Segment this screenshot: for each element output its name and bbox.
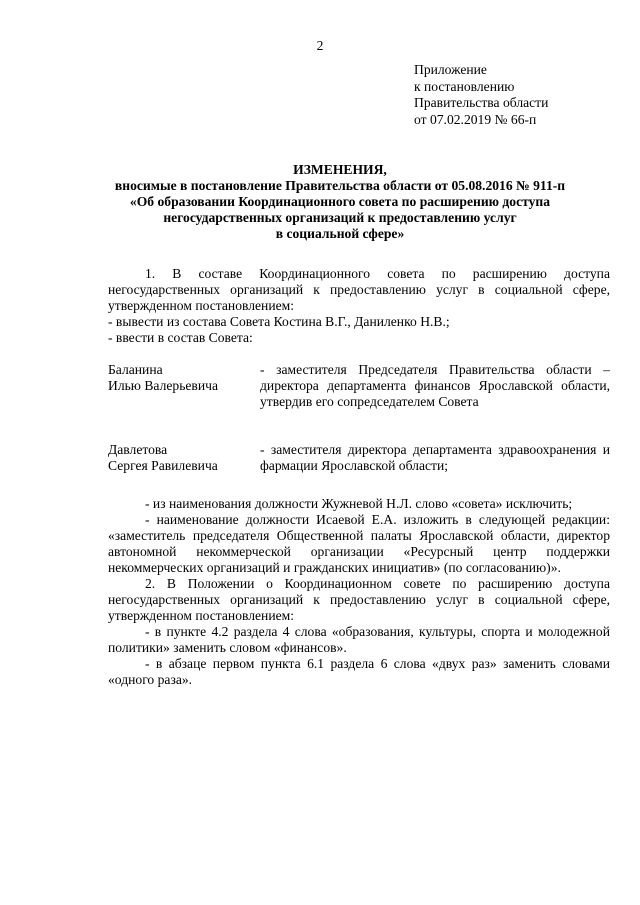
- member-position: - заместителя директора департамента здравоохранения и фармации Ярославской области;: [260, 442, 610, 473]
- member-surname: Давлетова: [108, 442, 168, 457]
- section-1-tail: [108, 496, 610, 576]
- section-1-tail-item: - наименование должности Исаевой Е.А. изложить в следующей редакции: «заместитель председателя Общественной палаты Ярославской области, директор автономной некоммерческой организации «Ресурсный центр поддержки некоммерческих организаций и гражданских инициатив» (по согласованию)».: [108, 512, 610, 575]
- appendix-line: к постановлению: [414, 78, 515, 94]
- section-1-intro: 1. В составе Координационного совета по расширению доступа негосударственных организаций к предоставлению услуг в социальной сфере, утвержденном постановлением:: [108, 266, 610, 313]
- section-1-remove: - вывести из состава Совета Костина В.Г., Даниленко Н.В.;: [108, 314, 450, 329]
- page-number: 2: [316, 38, 324, 53]
- member-surname: Баланина: [108, 362, 163, 377]
- member-position: - заместителя Председателя Правительства области – директора департамента финансов Ярославской области, утвердив его сопредседателем Совета: [260, 362, 610, 409]
- appendix-line: от 07.02.2019 № 66-п: [414, 111, 537, 127]
- heading-line: в социальной сфере»: [275, 226, 405, 241]
- member-row: [108, 362, 610, 426]
- section-1-tail-item: - из наименования должности Жужневой Н.Л. слово «совета» исключить;: [145, 496, 573, 511]
- appendix-line: Правительства области: [414, 95, 549, 110]
- appendix-line: Приложение: [414, 62, 487, 77]
- member-given-name: Сергея Равилевича: [108, 458, 218, 473]
- member-name: [108, 442, 258, 474]
- appendix-note: [414, 62, 548, 128]
- member-name: [108, 362, 258, 394]
- heading-line: «Об образовании Координационного совета по расширению доступа: [129, 194, 551, 209]
- section-1-add: - ввести в состав Совета:: [108, 330, 253, 345]
- heading-line: негосударственных организаций к предоставлению услуг: [163, 210, 517, 225]
- section-2-item: - в абзаце первом пункта 6.1 раздела 6 слова «двух раз» заменить словами «одного раза».: [108, 656, 610, 687]
- section-2-item: - в пункте 4.2 раздела 4 слова «образования, культуры, спорта и молодежной политики» заменить словом «финансов».: [108, 624, 610, 655]
- section-2-intro: 2. В Положении о Координационном совете по расширению доступа негосударственных организаций к предоставлению услуг в социальной сфере, утвержденном постановлением:: [108, 576, 610, 623]
- member-row: [108, 442, 610, 482]
- document-body: [108, 266, 610, 688]
- heading-line: вносимые в постановление Правительства области от 05.08.2016 № 911-п: [114, 178, 566, 193]
- document-heading: [60, 162, 620, 242]
- member-given-name: Илью Валерьевича: [108, 378, 218, 393]
- heading-title: ИЗМЕНЕНИЯ,: [293, 162, 387, 177]
